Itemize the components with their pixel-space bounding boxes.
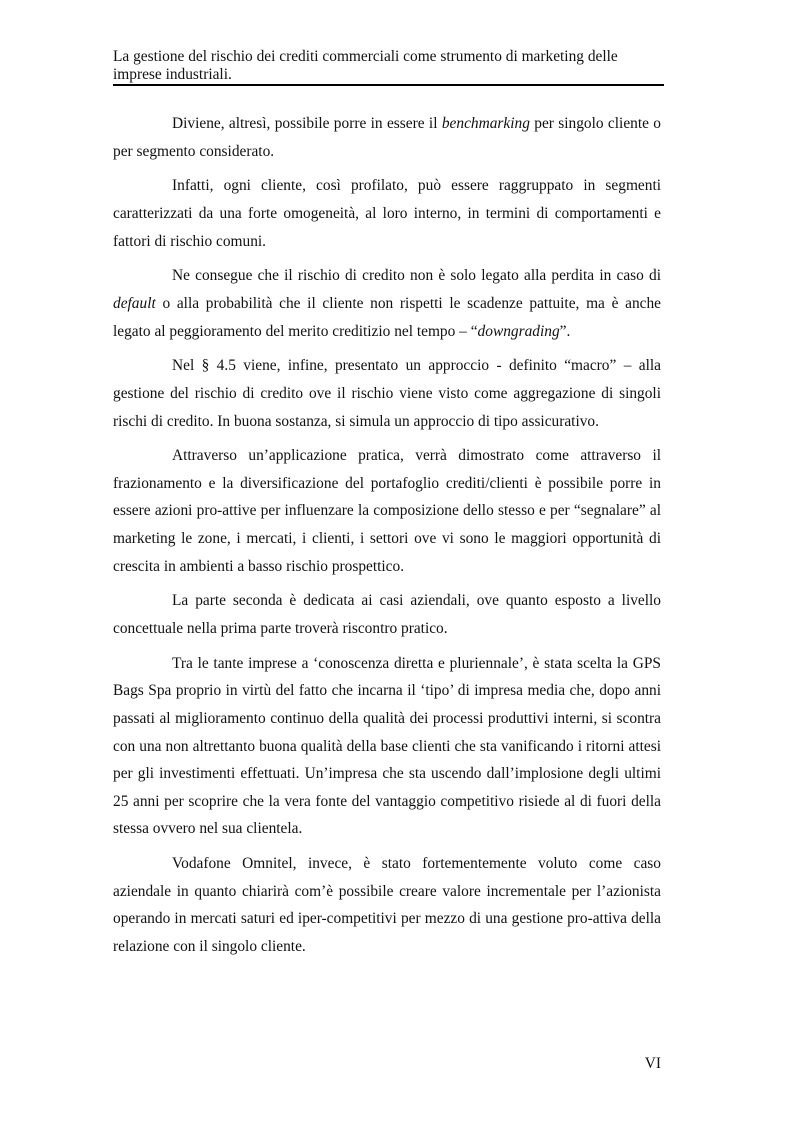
paragraph-credit-risk — [113, 262, 661, 345]
header-divider — [113, 84, 664, 86]
paragraph-text: Diviene, altresì, possibile porre in essere il — [172, 115, 442, 132]
paragraph-vodafone: Vodafone Omnitel, invece, è stato fortementemente voluto come caso aziendale in quanto chiarirà com’è possibile creare valore incrementale per l’azionista operando in mercati saturi ed iper-competitivi per mezzo di una gestione pro-attiva della relazione con il singolo cliente. — [113, 855, 661, 955]
page-number: VI — [644, 1055, 661, 1072]
paragraph-text: Ne consegue che il rischio di credito non è solo legato alla perdita in caso di — [172, 267, 661, 285]
paragraph-macro-approach: Nel § 4.5 viene, infine, presentato un approccio - definito “macro” – alla gestione del rischio di credito ove il rischio viene visto come aggregazione di singoli rischi di credito. In buona sostanza, si simula un approccio di tipo assicurativo. — [113, 357, 661, 430]
paragraph-segments: Infatti, ogni cliente, così profilato, può essere raggruppato in segmenti caratterizzati da una forte omogeneità, al loro interno, in termini di comportamenti e fattori di rischio comuni. — [113, 177, 661, 250]
emphasis-benchmarking: benchmarking — [441, 115, 530, 132]
running-header: La gestione del rischio dei crediti commerciali come strumento di marketing delle imprese industriali. — [113, 48, 618, 83]
paragraph-text: ”. — [559, 322, 571, 340]
emphasis-default: default — [113, 294, 156, 312]
emphasis-downgrading: downgrading — [477, 322, 560, 340]
paragraph-gps-bags: Tra le tante imprese a ‘conoscenza diretta e pluriennale’, è stata scelta la GPS Bags Spa proprio in virtù del fatto che incarna il ‘tipo’ di impresa media che, dopo anni passati al miglioramento continuo della qualità dei processi produttivi interni, si scontra con una non altrettanto buona qualità della base clienti che sta vanificando i ritorni attesi per gli investimenti effettuati. Un’impresa che sta uscendo dall’implosione degli ultimi 25 anni per scoprire che la vera fonte del vantaggio competitivo risiede al di fuori della stessa ovvero nel sua clientela. — [113, 654, 661, 838]
paragraph-practical-application: Attraverso un’applicazione pratica, verrà dimostrato come attraverso il frazionamento e la diversificazione del portafoglio crediti/clienti è possibile porre in essere azioni pro-attive per influenzare la composizione dello stesso e per “segnalare” al marketing le zone, i mercati, i clienti, i settori ove vi sono le maggiori opportunità di crescita in ambienti a basso rischio prospettico. — [113, 447, 661, 575]
paragraph-benchmarking — [113, 110, 661, 165]
paragraph-part-two: La parte seconda è dedicata ai casi aziendali, ove quanto esposto a livello concettuale nella prima parte troverà riscontro pratico. — [113, 592, 661, 638]
paragraph-text: per singolo cliente o per segmento considerato. — [113, 115, 662, 160]
paragraph-text: o alla probabilità che il cliente non rispetti le scadenze pattuite, ma è anche legato al peggioramento del merito creditizio nel tempo – “ — [113, 294, 661, 340]
body-text — [113, 110, 661, 968]
